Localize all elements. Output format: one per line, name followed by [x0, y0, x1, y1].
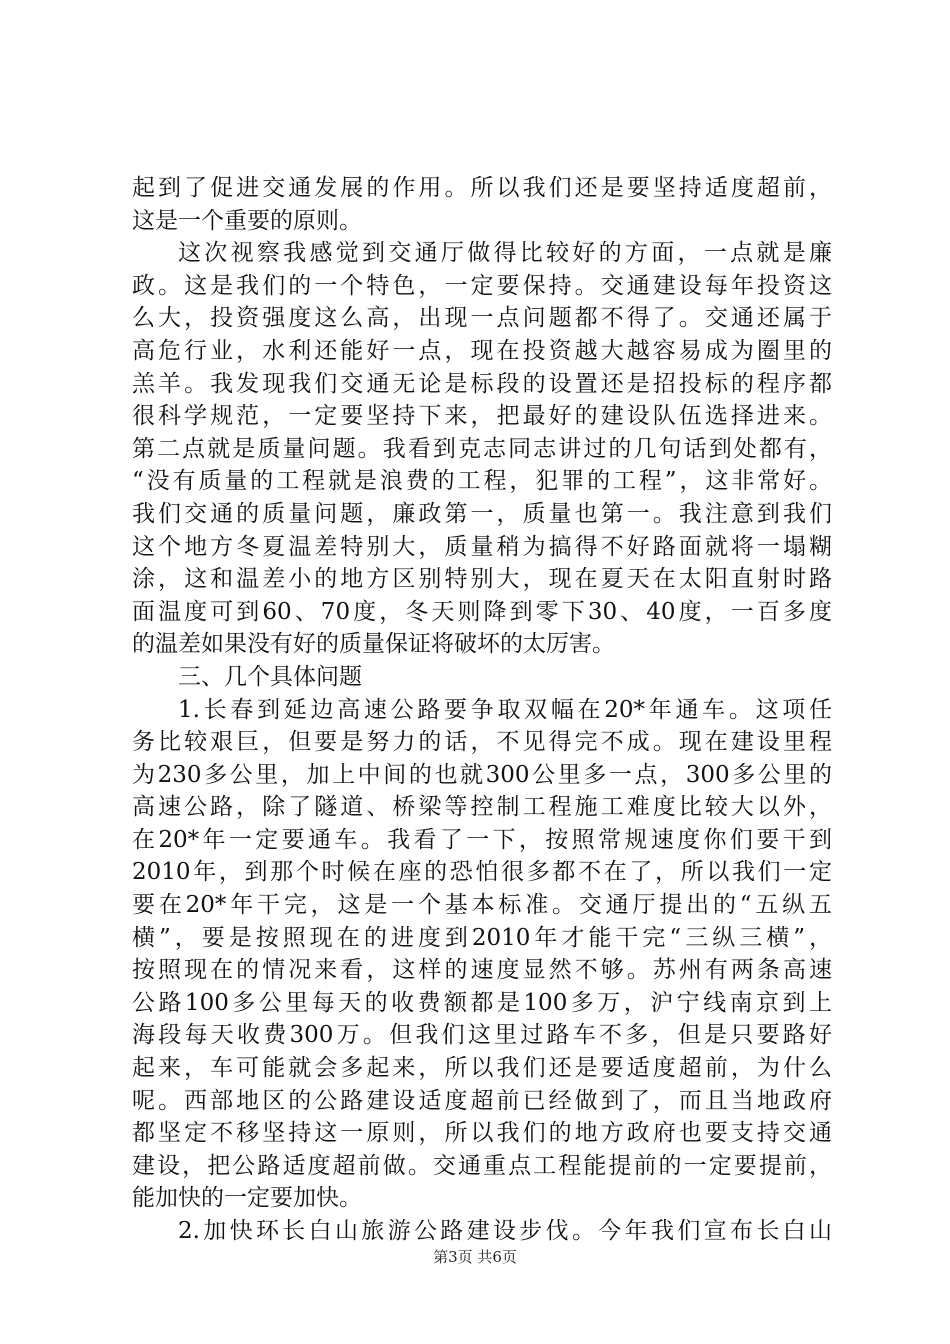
text-line: 起来，车可能就会多起来，所以我们还是要适度超前，为什么 [132, 1055, 832, 1082]
text-line: 2010年，到那个时候在座的恐怕很多都不在了，所以我们一定 [132, 859, 832, 886]
text-line: 能加快的一定要加快。 [132, 1185, 362, 1212]
text-line: 羔羊。我发现我们交通无论是标段的设置还是招投标的程序都 [132, 370, 832, 397]
document-body [132, 172, 832, 1248]
text-line: 高速公路，除了隧道、桥梁等控制工程施工难度比较大以外， [132, 794, 832, 821]
text-line: 都坚定不移坚持这一原则，所以我们的地方政府也要支持交通 [132, 1120, 832, 1147]
text-line: 这是一个重要的原则。 [132, 207, 362, 234]
text-line: 2.加快环长白山旅游公路建设步伐。今年我们宣布长白山 [178, 1218, 832, 1244]
text-line: 公路100多公里每天的收费额都是100多万，沪宁线南京到上 [132, 989, 832, 1016]
text-line: 1.长春到延边高速公路要争取双幅在20*年通车。这项任 [178, 696, 832, 723]
text-line: 起到了促进交通发展的作用。所以我们还是要坚持适度超前， [132, 175, 832, 201]
section-heading: 三、几个具体问题 [178, 663, 362, 690]
text-line: 要在20*年干完，这是一个基本标准。交通厅提出的“五纵五 [132, 892, 832, 919]
text-line: 政。这是我们的一个特色，一定要保持。交通建设每年投资这 [132, 272, 832, 299]
text-line: 这次视察我感觉到交通厅做得比较好的方面，一点就是廉 [178, 240, 832, 267]
text-line: 第二点就是质量问题。我看到克志同志讲过的几句话到处都有， [132, 435, 832, 462]
text-line: 呢。西部地区的公路建设适度超前已经做到了，而且当地政府 [132, 1087, 832, 1114]
page-number-footer: 第3页 共6页 [433, 1248, 517, 1266]
text-line: “没有质量的工程就是浪费的工程，犯罪的工程”，这非常好。 [132, 468, 832, 495]
text-line: 为230多公里，加上中间的也就300公里多一点，300多公里的 [132, 761, 832, 788]
text-line: 么大，投资强度这么高，出现一点问题都不得了。交通还属于 [132, 305, 832, 332]
text-line: 横”，要是按照现在的进度到2010年才能干完“三纵三横”， [132, 924, 832, 951]
text-line: 面温度可到60、70度，冬天则降到零下30、40度，一百多度 [132, 598, 832, 625]
text-line: 的温差如果没有好的质量保证将破坏的太厉害。 [132, 631, 615, 658]
text-line: 建设，把公路适度超前做。交通重点工程能提前的一定要提前， [132, 1152, 832, 1179]
text-line: 务比较艰巨，但要是努力的话，不见得完不成。现在建设里程 [132, 729, 832, 756]
text-line: 海段每天收费300万。但我们这里过路车不多，但是只要路好 [132, 1022, 832, 1049]
text-line: 涂，这和温差小的地方区别特别大，现在夏天在太阳直射时路 [132, 566, 832, 593]
text-line: 这个地方冬夏温差特别大，质量稍为搞得不好路面就将一塌糊 [132, 533, 832, 560]
text-line: 我们交通的质量问题，廉政第一，质量也第一。我注意到我们 [132, 500, 832, 527]
text-line: 在20*年一定要通车。我看了一下，按照常规速度你们要干到 [132, 826, 832, 853]
text-line: 很科学规范，一定要坚持下来，把最好的建设队伍选择进来。 [132, 403, 832, 430]
text-line: 按照现在的情况来看，这样的速度显然不够。苏州有两条高速 [132, 957, 832, 984]
text-line: 高危行业，水利还能好一点，现在投资越大越容易成为圈里的 [132, 337, 832, 364]
